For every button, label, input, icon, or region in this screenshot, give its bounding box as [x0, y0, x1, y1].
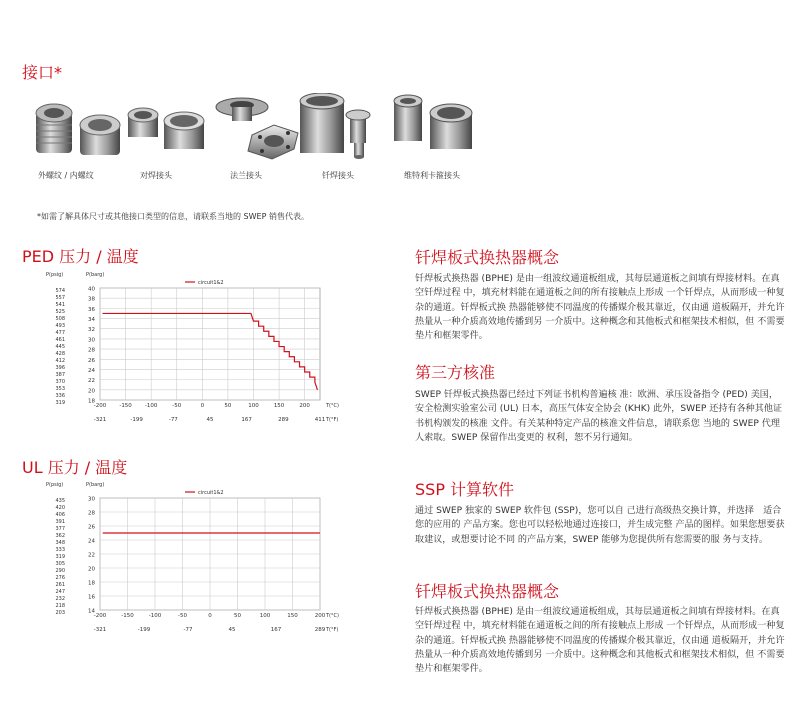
ul-psig-tick-label: 362: [55, 533, 65, 539]
ul-barg-tick-label: 30: [88, 496, 95, 503]
ped-barg-tick-label: 34: [88, 317, 95, 324]
ped-psig-tick-label: 445: [55, 344, 65, 350]
ul-barg-tick-label: 20: [88, 566, 95, 573]
ul-fahrenheit-tick-label: -199: [137, 627, 151, 633]
ped-barg-tick-label: 40: [88, 286, 95, 293]
connection-label-soldering: 钎焊接头: [322, 171, 354, 180]
ped-psig-tick-label: 461: [55, 337, 65, 343]
ped-fahrenheit-tick-label: 411: [314, 417, 326, 423]
ped-celsius-tick-label: 100: [248, 403, 259, 409]
ped-fahrenheit-tick-label: 45: [206, 417, 214, 423]
interfaces-note: *如需了解具体尺寸或其他接口类型的信息，请联系当地的 SWEP 销售代表。: [37, 212, 309, 221]
ped-celsius-tick-label: 200: [299, 403, 310, 409]
ped-psig-tick-label: 428: [55, 351, 65, 357]
ul-celsius-axis-label: T(°C): [326, 613, 339, 619]
ul-barg-tick-label: 18: [88, 580, 95, 587]
ped-psig-tick-label: 557: [55, 295, 65, 301]
ped-legend-label: circuit1&2: [198, 280, 224, 286]
ped-celsius-tick-label: 150: [273, 403, 285, 409]
ul-psig-tick-label: 232: [55, 596, 65, 602]
ped-psig-tick-label: 319: [55, 400, 65, 406]
ul-psig-tick-label: 435: [55, 498, 65, 504]
ul-psig-tick-label: 290: [55, 568, 65, 574]
ped-psig-tick-label: 574: [55, 288, 65, 294]
ul-psig-tick-label: 420: [55, 505, 65, 511]
ped-celsius-tick-label: -50: [172, 403, 182, 409]
ul-fahrenheit-tick-label: 167: [270, 627, 282, 633]
connection-label-threaded: 外螺纹 / 内螺纹: [38, 171, 94, 180]
ped-barg-tick-label: 20: [88, 388, 95, 395]
ul-psig-axis-label: P(psig): [46, 482, 64, 488]
ped-barg-axis-label: P(barg): [86, 272, 105, 278]
ul-barg-tick-label: 26: [88, 524, 95, 531]
section-text-ssp-software: 通过 SWEP 独家的 SWEP 软件包 (SSP)，您可以自 己进行高级热交换计算，并选择 适合您的应用的 产品方案。您也可以轻松地通过连接口，并生成完整 产品的图样。如果您想要获取建议，或想要讨论不同 的产品方案，SWEP 能够为您提供所有您需要的服 务与支持。: [415, 506, 785, 545]
ul-barg-tick-label: 24: [88, 538, 95, 545]
ped-barg-tick-label: 26: [88, 357, 95, 364]
ul-celsius-tick-label: 150: [287, 613, 298, 619]
ped-celsius-tick-label: 50: [224, 403, 232, 409]
ul-psig-tick-label: 348: [55, 540, 65, 546]
ped-barg-tick-label: 32: [88, 327, 95, 334]
ped-fahrenheit-axis-label: T(°F): [326, 417, 339, 423]
ul-celsius-tick-label: -150: [121, 613, 134, 619]
ped-barg-tick-label: 28: [88, 347, 95, 354]
ul-psig-tick-label: 218: [55, 603, 65, 609]
section-title-bphe-concept-2: 钎焊板式换热器概念: [415, 582, 560, 601]
ped-celsius-tick-label: 0: [200, 403, 205, 409]
ped-psig-tick-label: 477: [55, 330, 65, 336]
ped-pressure-temperature-chart: [40, 270, 350, 428]
ped-fahrenheit-tick-label: -321: [93, 417, 107, 423]
ul-celsius-tick-label: -200: [93, 613, 107, 619]
ped-fahrenheit-tick-label: 289: [278, 417, 289, 423]
section-title-bphe-concept-1: 钎焊板式换热器概念: [415, 248, 560, 267]
ped-psig-tick-label: 508: [55, 316, 65, 322]
ped-series-line: [103, 313, 318, 389]
ul-psig-tick-label: 305: [55, 561, 65, 567]
ul-psig-tick-label: 377: [55, 526, 65, 532]
ul-legend-label: circuit1&2: [198, 490, 224, 496]
ped-psig-tick-label: 541: [55, 302, 65, 308]
ul-psig-tick-label: 319: [55, 554, 65, 560]
ul-psig-tick-label: 276: [55, 575, 65, 581]
ped-barg-tick-label: 38: [88, 296, 95, 303]
ped-chart-title: PED 压力 / 温度: [22, 247, 139, 266]
ped-plot-frame: [100, 288, 320, 400]
ul-psig-tick-label: 247: [55, 589, 65, 595]
ul-psig-tick-label: 406: [55, 512, 65, 518]
connection-label-weld: 对焊接头: [140, 171, 172, 180]
ul-barg-axis-label: P(barg): [86, 482, 105, 488]
ped-celsius-axis-label: T(°C): [326, 403, 339, 409]
ped-barg-tick-label: 30: [88, 337, 95, 344]
ul-celsius-tick-label: 100: [259, 613, 271, 619]
ped-fahrenheit-tick-label: -77: [168, 417, 178, 423]
ped-celsius-tick-label: -200: [93, 403, 107, 409]
ped-psig-tick-label: 387: [55, 372, 65, 378]
ped-psig-tick-label: 525: [55, 309, 65, 315]
ul-psig-tick-label: 391: [55, 519, 65, 525]
ped-psig-tick-label: 396: [55, 365, 65, 371]
ped-psig-tick-label: 493: [55, 323, 65, 329]
ped-psig-tick-label: 370: [55, 379, 65, 385]
ul-celsius-tick-label: 0: [208, 613, 212, 619]
ul-barg-tick-label: 28: [88, 510, 95, 517]
connection-label-victaulic: 维特利卡箍接头: [404, 171, 460, 180]
ped-celsius-tick-label: -150: [119, 403, 132, 409]
section-text-bphe-concept-2: 钎焊板式换热器 (BPHE) 是由一组波纹通道板组成，其每层通道板之间填有焊接材料。在真空钎焊过程 中，填充材料能在通道板之间的所有接触点上形成 一个钎焊点，从而形成一种复杂的通道。钎焊板式换 热器能够使不同温度的传播媒介极其靠近，仅由通 道板隔开，并允许热量从一种介质高效地传播到另 一介质中。这种概念和其他板式和框架技术相似，但 不需要垫片和框架零件。: [415, 607, 785, 675]
connection-label-flange: 法兰接头: [230, 171, 262, 180]
ped-barg-tick-label: 18: [88, 398, 95, 405]
ul-fahrenheit-tick-label: 289: [314, 627, 326, 633]
ul-pressure-temperature-chart: [40, 480, 350, 638]
ul-fahrenheit-axis-label: T(°F): [326, 627, 339, 633]
ped-psig-tick-label: 353: [55, 386, 65, 392]
ul-psig-tick-label: 333: [55, 547, 65, 553]
section-title-approvals: 第三方核准: [415, 363, 496, 382]
ped-barg-tick-label: 36: [88, 306, 95, 313]
ped-celsius-tick-label: -100: [144, 403, 158, 409]
ul-celsius-tick-label: 200: [314, 613, 326, 619]
section-text-approvals: SWEP 钎焊板式换热器已经过下列证书机构普遍核 准：欧洲、承压设备指令 (PED) 美国，安全检测实验室公司 (UL) 日本，高压气体安全协会 (KHK) 此外，SWEP 还持有各种其他证书机构颁发的核准 文件。有关某种特定产品的核准文件信息，请联系您 当地的 SWEP 代理人索取。SWEP 保留作出变更的 权利，恕不另行通知。: [415, 390, 783, 443]
ul-chart-title: UL 压力 / 温度: [22, 458, 128, 477]
ul-psig-tick-label: 203: [55, 610, 65, 616]
ul-barg-tick-label: 22: [88, 552, 95, 559]
ul-celsius-tick-label: 50: [234, 613, 241, 619]
section-title-ssp-software: SSP 计算软件: [415, 480, 515, 499]
ul-fahrenheit-tick-label: -77: [183, 627, 193, 633]
ul-fahrenheit-tick-label: 45: [228, 627, 236, 633]
ul-fahrenheit-tick-label: -321: [93, 627, 107, 633]
ul-celsius-tick-label: -50: [178, 613, 187, 619]
ul-barg-tick-label: 14: [88, 608, 95, 615]
ped-barg-tick-label: 22: [88, 378, 95, 385]
section-text-bphe-concept-1: 钎焊板式换热器 (BPHE) 是由一组波纹通道板组成，其每层通道板之间填有焊接材料。在真空钎焊过程 中，填充材料能在通道板之间的所有接触点上形成 一个钎焊点，从而形成一种复杂的通道。钎焊板式换 热器能够使不同温度的传播媒介极其靠近，仅由通 道板隔开，并允许热量从一种介质高效地传播到另 一介质中。这种概念和其他板式和框架技术相似，但 不需要垫片和框架零件。: [415, 274, 785, 342]
ul-barg-tick-label: 16: [88, 594, 95, 601]
ped-psig-axis-label: P(psig): [46, 272, 64, 278]
ped-fahrenheit-tick-label: -199: [130, 417, 143, 423]
ped-psig-tick-label: 412: [55, 358, 65, 364]
interfaces-title: 接口*: [22, 63, 63, 82]
ped-fahrenheit-tick-label: 167: [241, 417, 252, 423]
ul-psig-tick-label: 261: [55, 582, 65, 588]
ped-psig-tick-label: 336: [55, 393, 65, 399]
ul-celsius-tick-label: -100: [148, 613, 162, 619]
victaulic-connection-icon: [386, 93, 496, 165]
ped-barg-tick-label: 24: [88, 367, 95, 374]
